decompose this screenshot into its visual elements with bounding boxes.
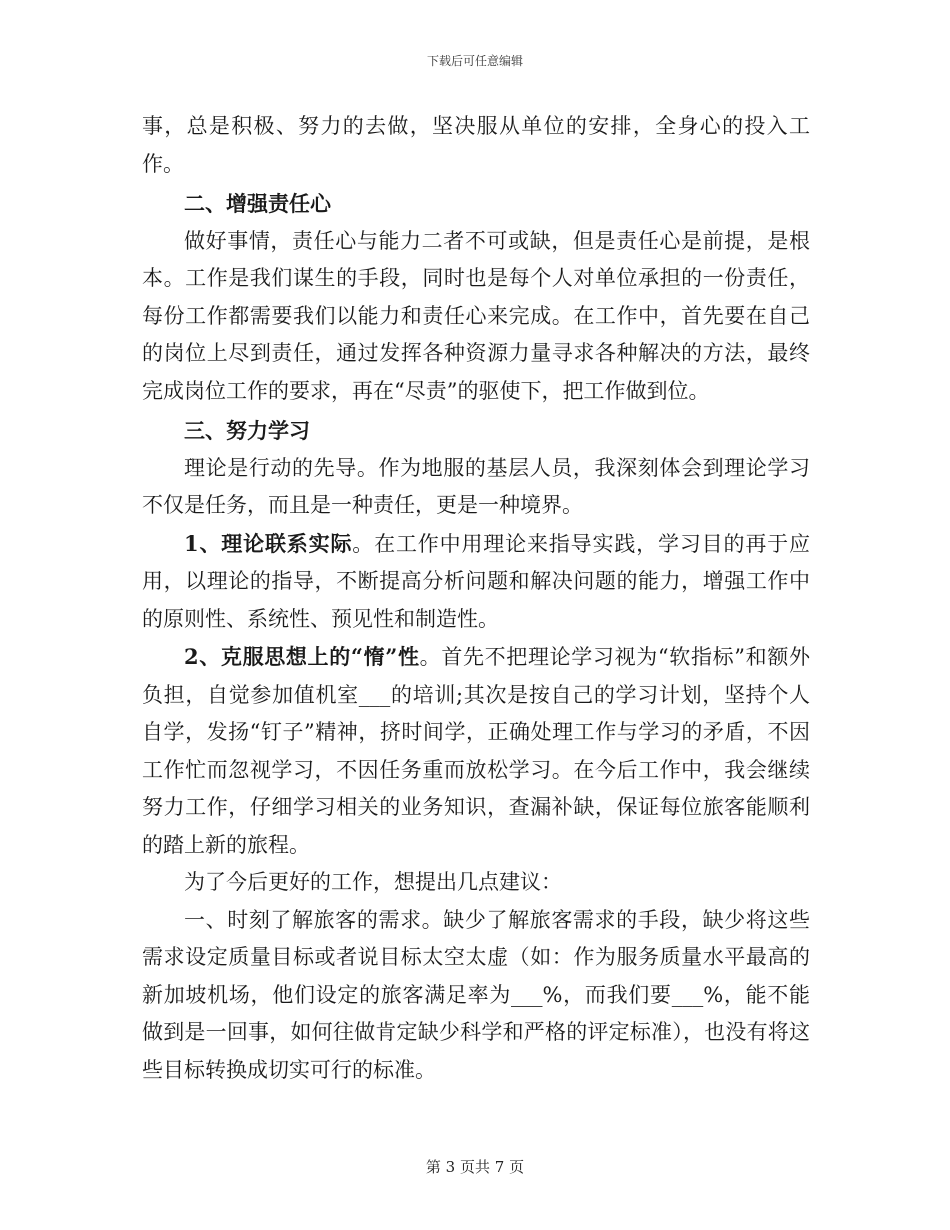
- paragraph-overcome-laziness-text: 。首先不把理论学习视为“软指标”和额外负担，自觉参加值机室___的培训;其次是按自己的学习计划，坚持个人自学，发扬“钉子”精神，挤时间学，正确处理工作与学习的矛盾，不因工作忙而忽视学习，不因任务重而放松学习。在今后工作中，我会继续努力工作，仔细学习相关的业务知识，查漏补缺，保证每位旅客能顺利的踏上新的旅程。: [142, 645, 810, 857]
- paragraph-study-intro: 理论是行动的先导。作为地服的基层人员，我深刻体会到理论学习不仅是任务，而且是一种责任，更是一种境界。: [142, 455, 810, 517]
- section-heading-responsibility: 二、增强责任心: [184, 191, 331, 216]
- paragraph-theory-practice: [142, 525, 810, 639]
- page-footer: 第 3 页共 7 页: [425, 1158, 525, 1176]
- subheading-overcome-laziness: 2、克服思想上的“惰”性: [184, 644, 420, 669]
- paragraph-continuation: 事，总是积极、努力的去做，坚决服从单位的安排，全身心的投入工作。: [142, 114, 810, 176]
- document-body: [142, 108, 810, 1089]
- section-heading-study: 三、努力学习: [184, 418, 310, 443]
- paragraph-overcome-laziness: [142, 638, 810, 864]
- paragraph-theory-practice-text: 。在工作中用理论来指导实践，学习目的再于应用，以理论的指导，不断提高分析问题和解决问题的能力，增强工作中的原则性、系统性、预见性和制造性。: [142, 531, 810, 631]
- paragraph-suggestion-one: 一、时刻了解旅客的需求。缺少了解旅客需求的手段，缺少将这些需求设定质量目标或者说目标太空太虚（如：作为服务质量水平最高的新加坡机场，他们设定的旅客满足率为___%，而我们要___%，能不能做到是一回事，如何往做肯定缺少科学和严格的评定标准），也没有将这些目标转换成切实可行的标准。: [142, 907, 810, 1082]
- paragraph-suggestions-intro: 为了今后更好的工作，想提出几点建议：: [184, 870, 562, 894]
- page-header: 下载后可任意编辑: [426, 54, 523, 68]
- subheading-theory-practice: 1、理论联系实际: [184, 530, 353, 556]
- paragraph-responsibility: 做好事情，责任心与能力二者不可或缺，但是责任心是前提，是根本。工作是我们谋生的手段，同时也是每个人对单位承担的一份责任，每份工作都需要我们以能力和责任心来完成。在工作中，首先要在自己的岗位上尽到责任，通过发挥各种资源力量寻求各种解决的方法，最终完成岗位工作的要求，再在“尽责”的驱使下，把工作做到位。: [142, 228, 810, 403]
